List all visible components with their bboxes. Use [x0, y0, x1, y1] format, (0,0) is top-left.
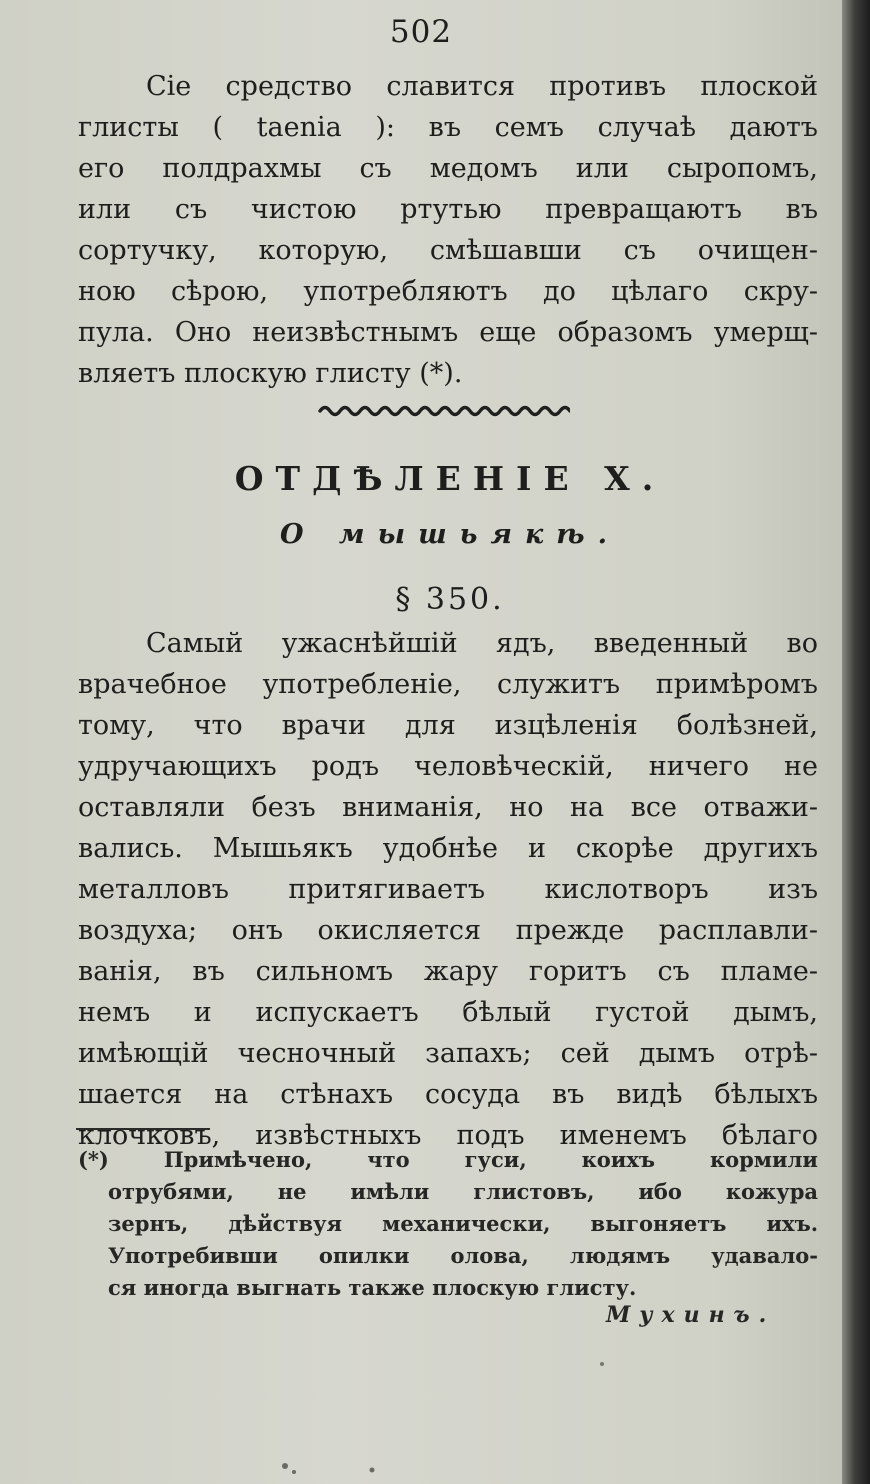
text-line: или съ чистою ртутью превращаютъ въ: [78, 194, 818, 225]
text-line: глисты ( taenia ): въ семъ случаѣ даютъ: [78, 112, 818, 143]
text-line: ванія, въ сильномъ жару горитъ съ пламе-: [78, 956, 818, 987]
text-line: шается на стѣнахъ сосуда въ видѣ бѣлыхъ: [78, 1079, 818, 1110]
text-line: его полдрахмы съ медомъ или сыропомъ,: [78, 153, 818, 184]
text-line: ною сѣрою, употребляютъ до цѣлаго скру-: [78, 276, 818, 307]
section-number: § 350.: [395, 582, 505, 617]
text-line: клочковъ, извѣстныхъ подъ именемъ бѣлаго: [78, 1120, 818, 1151]
text-line: тому, что врачи для изцѣленія болѣзней,: [78, 710, 818, 741]
footnote-line: отрубями, не имѣли глистовъ, ибо кожура: [108, 1179, 818, 1204]
section-title: ОТДѢЛЕНІЕ X.: [234, 459, 666, 498]
footnote-signature: Мухинъ.: [606, 1302, 776, 1328]
text-line: удручающихъ родъ человѣческій, ничего не: [78, 751, 818, 782]
text-line: вались. Мышьякъ удобнѣе и скорѣе другихъ: [78, 833, 818, 864]
text-line: сортучку, которую, смѣшавши съ очищен-: [78, 235, 818, 266]
text-line: вляетъ плоскую глисту (*).: [78, 358, 463, 389]
text-line: немъ и испускаетъ бѣлый густой дымъ,: [78, 997, 818, 1028]
section-subtitle: О мышьякѣ.: [280, 519, 620, 550]
footnote-line: ся иногда выгнать также плоскую глисту.: [108, 1275, 637, 1300]
text-line: воздуха; онъ окисляется прежде расплавли-: [78, 915, 818, 946]
text-line: имѣющій чесночный запахъ; сей дымъ отрѣ-: [78, 1038, 818, 1069]
footnote-line: зернъ, дѣйствуя механически, выгоняетъ ихъ.: [108, 1211, 818, 1236]
text-line: пула. Оно неизвѣстнымъ еще образомъ умерщ-: [78, 317, 818, 348]
book-spine: [842, 0, 870, 1484]
footnote-line: (*) Примѣчено, что гуси, коихъ кормили: [78, 1147, 818, 1172]
footnote-line: Употребивши опилки олова, людямъ удавало-: [108, 1243, 818, 1268]
text-line: врачебное употребленіе, служитъ примѣромъ: [78, 669, 818, 700]
text-line: Самый ужаснѣйшій ядъ, введенный во: [146, 628, 818, 659]
text-line: металловъ притягиваетъ кислотворъ изъ: [78, 874, 818, 905]
text-line: оставляли безъ вниманія, но на все отважи-: [78, 792, 818, 823]
text-line: Сіе средство славится противъ плоской: [146, 71, 818, 102]
page-number: 502: [389, 14, 453, 50]
